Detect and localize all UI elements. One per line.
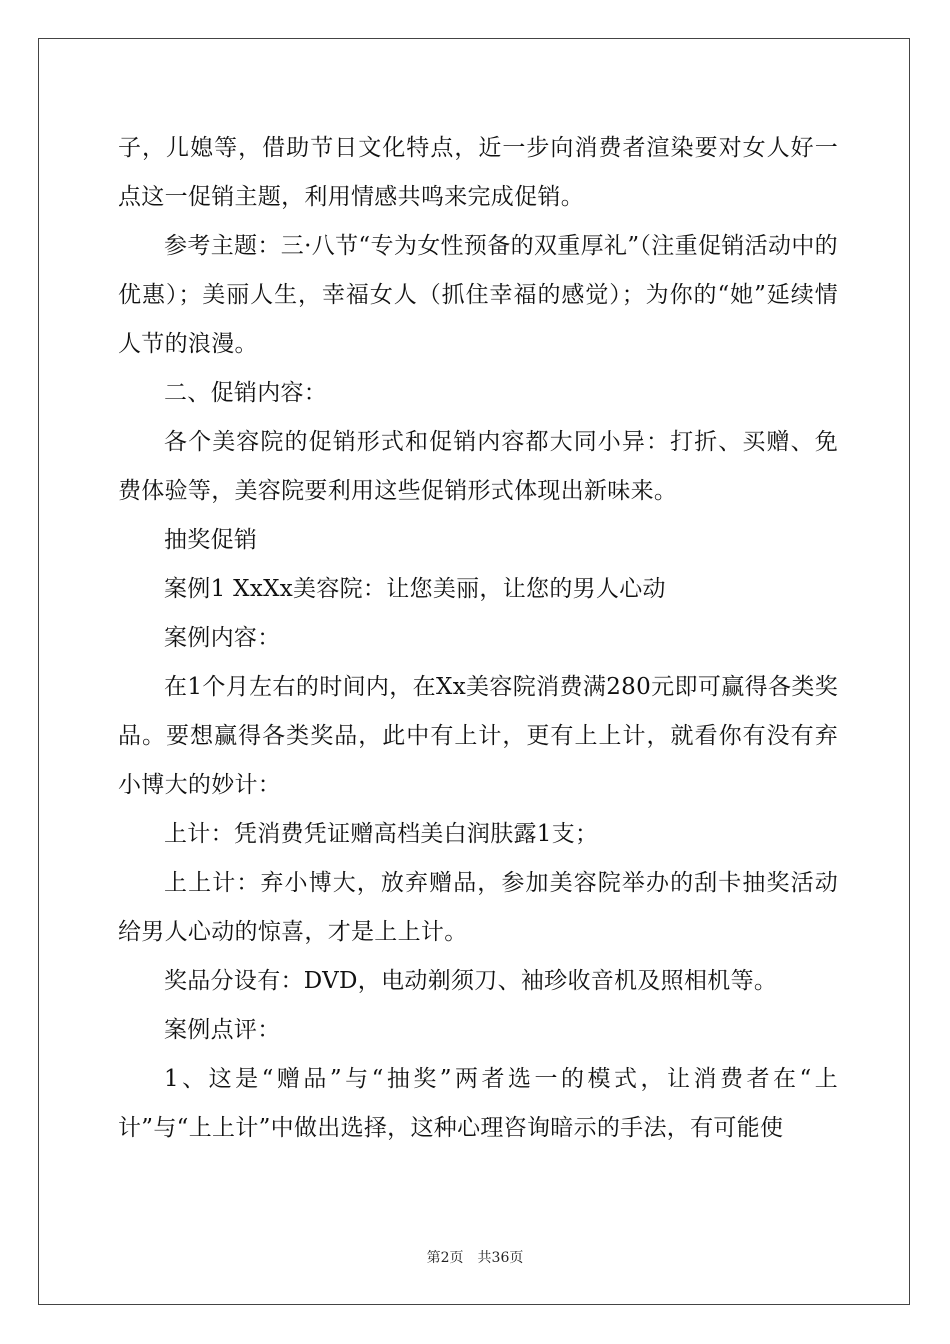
paragraph-9: 上计：凭消费凭证赠高档美白润肤露1支； [164,821,599,847]
subheading: 抽奖促销 [164,527,258,553]
paragraph-13: 1、这是“赠品”与“抽奖”两者选一的模式，让消费者在“上计”与“上上计”中做出选择，这种心理咨询暗示的手法，有可能使 [118,1066,838,1141]
page-number: 第2页 共36页 [426,1250,524,1266]
document-body [118,124,838,1153]
paragraph-2: 参考主题：三·八节“专为女性预备的双重厚礼”（注重促销活动中的优惠）；美丽人生，幸福女人（抓住幸福的感觉）；为你的“她”延续情人节的浪漫。 [118,233,838,357]
paragraph-8: 在1个月左右的时间内，在Xx美容院消费满280元即可赢得各类奖品。要想赢得各类奖品，此中有上计，更有上上计，就看你有没有弃小博大的妙计： [118,674,838,798]
paragraph-1: 子，儿媳等，借助节日文化特点，近一步向消费者渲染要对女人好一点这一促销主题，利用情感共鸣来完成促销。 [118,135,838,210]
paragraph-4: 各个美容院的促销形式和促销内容都大同小异：打折、买赠、免费体验等，美容院要利用这些促销形式体现出新味来。 [118,429,838,504]
paragraph-10: 上上计：弃小博大，放弃赠品，参加美容院举办的刮卡抽奖活动给男人心动的惊喜，才是上上计。 [118,870,838,945]
case-review-label: 案例点评： [164,1017,281,1043]
case-title: 案例1 XxXx美容院：让您美丽，让您的男人心动 [164,576,666,602]
paragraph-11: 奖品分设有：DVD，电动剃须刀、袖珍收音机及照相机等。 [164,968,778,994]
case-content-label: 案例内容： [164,625,281,651]
section-heading: 二、促销内容： [164,380,328,406]
